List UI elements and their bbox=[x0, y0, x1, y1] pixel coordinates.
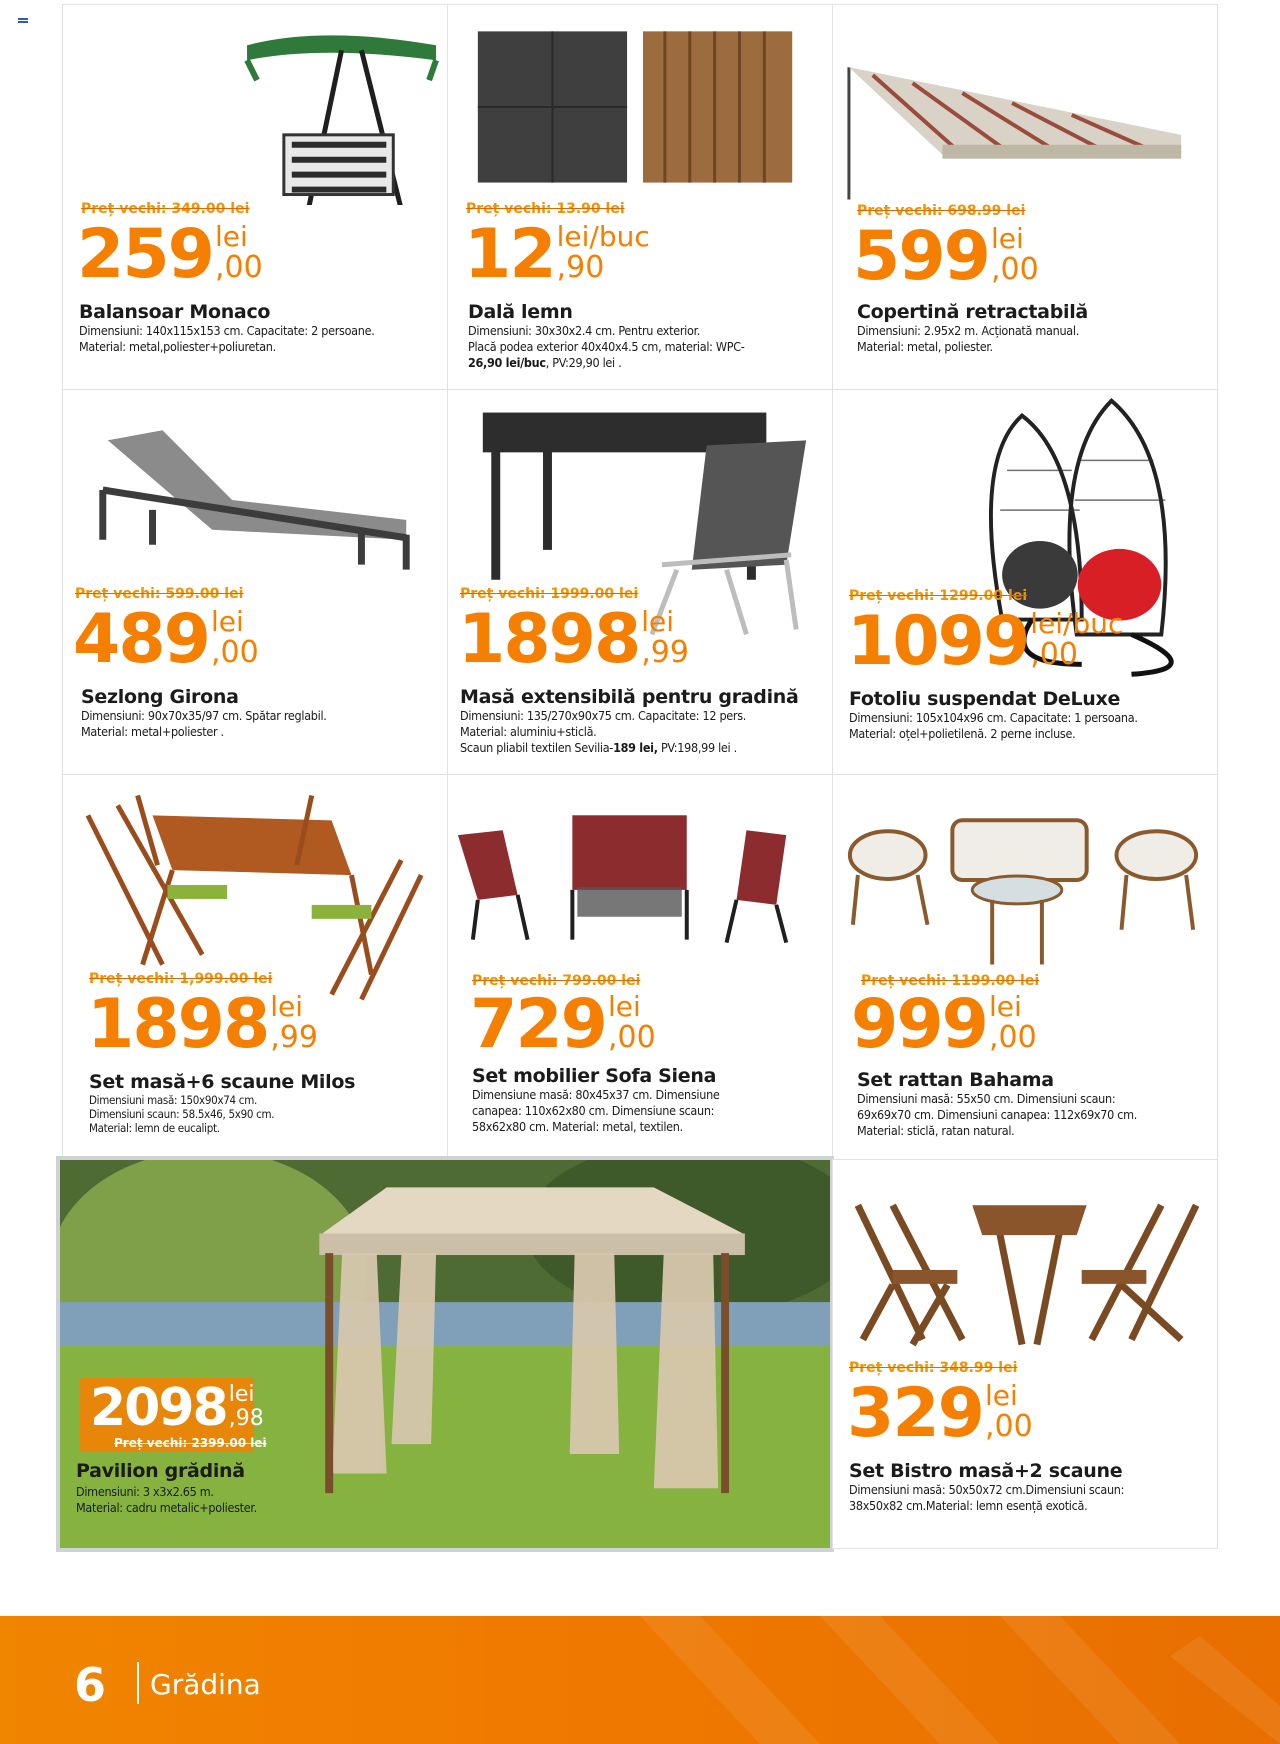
desc-line: Dimensiuni scaun: 58.5x46, 5x90 cm. bbox=[89, 1107, 275, 1121]
price-integer: 2098 bbox=[90, 1378, 227, 1438]
desc-tail: PV:198,99 lei . bbox=[657, 740, 737, 755]
product-title: Masă extensibilă pentru gradină bbox=[460, 686, 799, 708]
desc-line: Dimensiuni: 105x104x96 cm. Capacitate: 1 persoana. bbox=[849, 710, 1138, 725]
price-unit: lei bbox=[641, 605, 675, 638]
product-title: Set mobilier Sofa Siena bbox=[472, 1065, 717, 1087]
product-desc bbox=[460, 708, 746, 756]
product-desc bbox=[81, 708, 327, 740]
price-unit: lei bbox=[228, 1382, 255, 1407]
price bbox=[847, 602, 1124, 681]
desc-line: 38x50x82 cm.Material: lemn esență exotică. bbox=[849, 1498, 1088, 1513]
price bbox=[87, 985, 318, 1064]
bistro-set-image bbox=[833, 1160, 1217, 1360]
price bbox=[77, 215, 263, 294]
price-unit: lei bbox=[607, 990, 641, 1023]
old-price: Preț vechi: 1299.00 lei bbox=[849, 588, 1028, 604]
lounger-image bbox=[63, 390, 447, 590]
price-cents: ,00 bbox=[984, 1409, 1033, 1444]
price-integer: 1898 bbox=[87, 985, 269, 1064]
price-unit: lei bbox=[988, 990, 1022, 1023]
old-price: Preț vechi: 349.00 lei bbox=[81, 201, 250, 217]
price-cents: ,00 bbox=[210, 635, 259, 670]
product-desc bbox=[468, 323, 745, 371]
sofa-set-image bbox=[448, 775, 832, 965]
product-card-bahama[interactable] bbox=[832, 774, 1218, 1160]
desc-line: Material: lemn de eucalipt. bbox=[89, 1121, 220, 1135]
product-card-milos[interactable] bbox=[62, 774, 448, 1160]
desc-bold: 189 lei, bbox=[613, 740, 658, 755]
desc-line: Dimensiuni masă: 150x90x74 cm. bbox=[89, 1093, 257, 1107]
product-desc bbox=[849, 1482, 1124, 1514]
wood-tiles-image bbox=[448, 5, 832, 195]
price-cents: ,00 bbox=[607, 1020, 656, 1055]
old-price: Preț vechi: 1199.00 lei bbox=[861, 973, 1040, 989]
old-price: Preț vechi: 13.90 lei bbox=[466, 201, 625, 217]
page-footer bbox=[0, 1616, 1280, 1744]
footer-divider bbox=[137, 1662, 139, 1704]
product-card-copertina[interactable] bbox=[832, 4, 1218, 390]
desc-line: Dimensiuni masă: 55x50 cm. Dimensiuni scaun: bbox=[857, 1091, 1116, 1106]
product-card-bistro[interactable] bbox=[832, 1159, 1218, 1549]
desc-line: 58x62x80 cm. Material: metal, textilen. bbox=[472, 1119, 683, 1134]
desc-pre: Scaun pliabil textilen Sevilia- bbox=[460, 740, 614, 755]
product-title: Pavilion grădină bbox=[76, 1460, 245, 1482]
product-card-siena[interactable] bbox=[447, 774, 833, 1160]
price-integer: 1898 bbox=[458, 600, 640, 679]
price-integer: 999 bbox=[851, 985, 987, 1064]
rattan-set-image bbox=[833, 775, 1217, 975]
product-desc bbox=[472, 1087, 720, 1135]
product-card-fotoliu[interactable] bbox=[832, 389, 1218, 775]
page-number: 6 bbox=[74, 1658, 107, 1712]
desc-line bbox=[468, 355, 745, 371]
price-cents: ,98 bbox=[228, 1406, 264, 1431]
desc-line: Dimensiuni: 30x30x2.4 cm. Pentru exterior. bbox=[468, 323, 701, 338]
price-cents: ,00 bbox=[990, 252, 1039, 287]
desc-line: Dimensiuni masă: 50x50x72 cm.Dimensiuni scaun: bbox=[849, 1482, 1125, 1497]
old-price: Preț vechi: 1999.00 lei bbox=[460, 586, 639, 602]
old-price: Preț vechi: 599.00 lei bbox=[75, 586, 244, 602]
desc-line: Dimensiuni: 2.95x2 m. Acționată manual. bbox=[857, 323, 1079, 338]
price-unit: lei/buc bbox=[556, 220, 650, 253]
product-card-masa-extensibila[interactable] bbox=[447, 389, 833, 775]
desc-bold: 26,90 lei/buc bbox=[468, 355, 546, 370]
price bbox=[464, 215, 650, 294]
old-price: Preț vechi: 799.00 lei bbox=[472, 973, 641, 989]
price bbox=[851, 985, 1037, 1064]
desc-line: Material: oțel+polietilenă. 2 perne incluse. bbox=[849, 726, 1076, 741]
product-title: Copertină retractabilă bbox=[857, 301, 1088, 323]
desc-line: Placă podea exterior 40x40x4.5 cm, material: WPC- bbox=[468, 339, 745, 354]
product-title: Fotoliu suspendat DeLuxe bbox=[849, 688, 1121, 710]
price-cents: ,00 bbox=[214, 250, 263, 285]
price bbox=[90, 1378, 264, 1438]
product-card-sezlong[interactable] bbox=[62, 389, 448, 775]
product-desc bbox=[79, 323, 375, 355]
product-title: Set Bistro masă+2 scaune bbox=[849, 1460, 1123, 1482]
price-integer: 489 bbox=[73, 600, 209, 679]
price-integer: 259 bbox=[77, 215, 213, 294]
price-unit: lei bbox=[990, 222, 1024, 255]
old-price: Preț vechi: 2399.00 lei bbox=[114, 1436, 267, 1450]
price bbox=[847, 1374, 1033, 1453]
product-desc bbox=[849, 710, 1138, 742]
section-title: Grădina bbox=[150, 1668, 261, 1701]
price-unit: lei/buc bbox=[1030, 607, 1124, 640]
desc-line: Dimensiune masă: 80x45x37 cm. Dimensiune bbox=[472, 1087, 720, 1102]
price-unit: lei bbox=[270, 990, 304, 1023]
price bbox=[458, 600, 689, 679]
product-title: Set rattan Bahama bbox=[857, 1069, 1054, 1091]
product-title: Dală lemn bbox=[468, 301, 573, 323]
product-desc bbox=[76, 1484, 257, 1516]
product-card-pavilion[interactable] bbox=[56, 1156, 834, 1552]
old-price: Preț vechi: 348.99 lei bbox=[849, 1360, 1018, 1376]
corner-mark bbox=[18, 18, 28, 26]
old-price: Preț vechi: 698.99 lei bbox=[857, 203, 1026, 219]
desc-line: Material: metal, poliester. bbox=[857, 339, 993, 354]
awning-image bbox=[833, 5, 1217, 205]
product-desc bbox=[857, 323, 1079, 355]
product-desc bbox=[89, 1093, 274, 1135]
product-title: Balansoar Monaco bbox=[79, 301, 271, 323]
price-integer: 729 bbox=[470, 985, 606, 1064]
old-price: Preț vechi: 1,999.00 lei bbox=[89, 971, 273, 987]
product-card-dala[interactable] bbox=[447, 4, 833, 390]
price bbox=[73, 600, 259, 679]
price-integer: 599 bbox=[853, 217, 989, 296]
desc-line: Material: metal+poliester . bbox=[81, 724, 224, 739]
desc-line: Dimensiuni: 3 x3x2.65 m. bbox=[76, 1484, 214, 1499]
price-cents: ,99 bbox=[641, 635, 689, 670]
price-cents: ,00 bbox=[1030, 637, 1078, 672]
product-desc bbox=[857, 1091, 1137, 1139]
price-integer: 12 bbox=[464, 215, 555, 294]
price-cents: ,99 bbox=[270, 1020, 318, 1055]
desc-line: 69x69x70 cm. Dimensiuni canapea: 112x69x70 cm. bbox=[857, 1107, 1138, 1122]
price-integer: 1099 bbox=[847, 602, 1029, 681]
price-integer: 329 bbox=[847, 1374, 983, 1453]
desc-line: Dimensiuni: 135/270x90x75 cm. Capacitate: 12 pers. bbox=[460, 708, 747, 723]
price-unit: lei bbox=[214, 220, 248, 253]
product-card-balansoar[interactable] bbox=[62, 4, 448, 390]
product-title: Set masă+6 scaune Milos bbox=[89, 1071, 356, 1093]
desc-tail: , PV:29,90 lei . bbox=[545, 355, 622, 370]
desc-line bbox=[460, 740, 746, 756]
price-cents: ,90 bbox=[556, 250, 605, 285]
desc-line: Material: aluminiu+sticlă. bbox=[460, 724, 597, 739]
price bbox=[853, 217, 1039, 296]
price-cents: ,00 bbox=[988, 1020, 1037, 1055]
desc-line: Dimensiuni: 140x115x153 cm. Capacitate: 2 persoane. bbox=[79, 323, 375, 338]
price-unit: lei bbox=[210, 605, 244, 638]
price-unit: lei bbox=[984, 1379, 1018, 1412]
product-title: Sezlong Girona bbox=[81, 686, 239, 708]
desc-line: Material: metal,poliester+poliuretan. bbox=[79, 339, 276, 354]
desc-line: canapea: 110x62x80 cm. Dimensiune scaun: bbox=[472, 1103, 715, 1118]
desc-line: Dimensiuni: 90x70x35/97 cm. Spătar reglabil. bbox=[81, 708, 327, 723]
desc-line: Material: sticlă, ratan natural. bbox=[857, 1123, 1015, 1138]
price bbox=[470, 985, 656, 1064]
desc-line: Material: cadru metalic+poliester. bbox=[76, 1500, 257, 1515]
swing-image bbox=[63, 5, 447, 205]
